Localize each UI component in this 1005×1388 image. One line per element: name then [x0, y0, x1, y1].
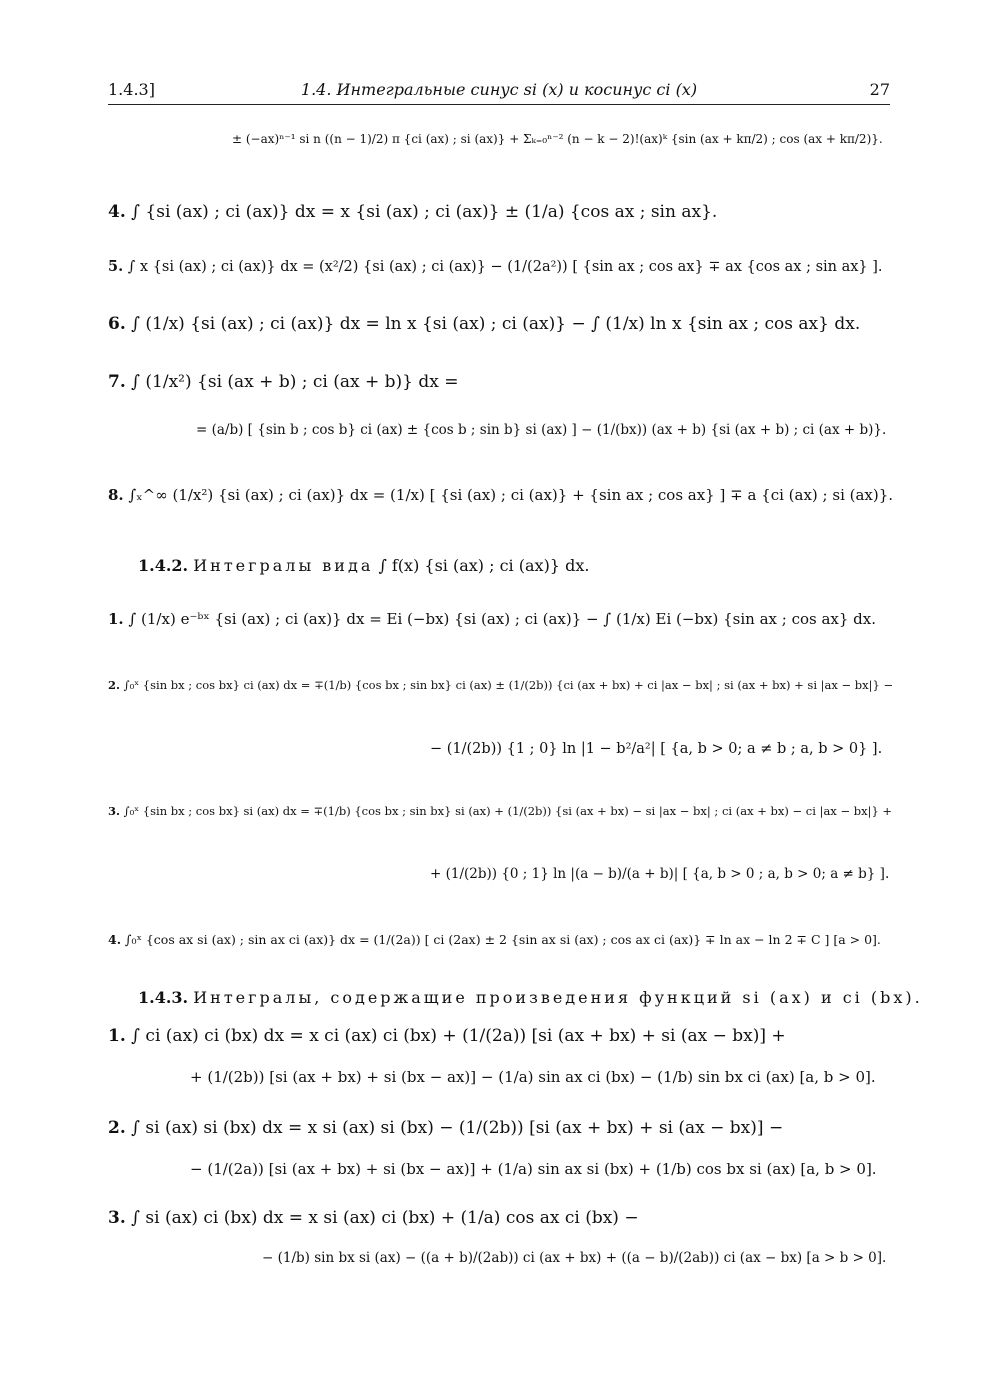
header-section: 1.4.3]	[108, 80, 155, 99]
formula-143-2: 2. ∫ si (ax) si (bx) dx = x si (ax) si (bx) − (1/(2b)) [si (ax + bx) + si (ax − bx)] −	[108, 1118, 784, 1138]
formula-142-2-cont: − (1/(2b)) {1 ; 0} ln |1 − b²/a²| [ {a, b > 0; a ≠ b ; a, b > 0} ].	[430, 741, 883, 757]
formula-7-cont: = (a/b) [ {sin b ; cos b} ci (ax) ± {cos b ; sin b} si (ax) ] − (1/(bx)) (ax + b) {si (ax + b) ; ci (ax + b)}.	[196, 422, 887, 438]
formula-142-3: 3. ∫₀ˣ {sin bx ; cos bx} si (ax) dx = ∓(1/b) {cos bx ; sin bx} si (ax) + (1/(2b)) {si (ax + bx) − si |ax − bx| ; ci (ax + bx) − ci |ax − bx|} +	[108, 804, 893, 818]
formula-143-2-cont: − (1/(2a)) [si (ax + bx) + si (bx − ax)] + (1/a) sin ax si (bx) + (1/b) cos bx si (ax) [a, b > 0].	[190, 1160, 877, 1178]
subsection-1-4-3-heading: 1.4.3. Интегралы, содержащие произведения функций si (ax) и ci (bx).	[138, 988, 923, 1007]
formula-143-1: 1. ∫ ci (ax) ci (bx) dx = x ci (ax) ci (bx) + (1/(2a)) [si (ax + bx) + si (ax − bx)] +	[108, 1026, 786, 1046]
formula-142-2: 2. ∫₀ˣ {sin bx ; cos bx} ci (ax) dx = ∓(1/b) {cos bx ; sin bx} ci (ax) ± (1/(2b)) {ci (ax + bx) + ci |ax − bx| ; si (ax + bx) + si |ax − bx|} −	[108, 678, 894, 692]
formula-143-3: 3. ∫ si (ax) ci (bx) dx = x si (ax) ci (bx) + (1/a) cos ax ci (bx) −	[108, 1208, 639, 1228]
formula-8: 8. ∫ₓ^∞ (1/x²) {si (ax) ; ci (ax)} dx = (1/x) [ {si (ax) ; ci (ax)} + {sin ax ; cos ax} ] ∓ a {ci (ax) ; si (ax)}.	[108, 486, 894, 504]
formula-143-3-cont: − (1/b) sin bx si (ax) − ((a + b)/(2ab)) ci (ax + bx) + ((a − b)/(2ab)) ci (ax − bx) [a > b > 0].	[262, 1250, 887, 1266]
page-number: 27	[869, 80, 890, 99]
formula-142-1: 1. ∫ (1/x) e⁻ᵇˣ {si (ax) ; ci (ax)} dx = Ei (−bx) {si (ax) ; ci (ax)} − ∫ (1/x) Ei (−bx) {sin ax ; cos ax} dx.	[108, 610, 877, 628]
formula-7: 7. ∫ (1/x²) {si (ax + b) ; ci (ax + b)} dx =	[108, 372, 459, 392]
formula-continuation: ± (−ax)ⁿ⁻¹ si n ((n − 1)/2) π {ci (ax) ; si (ax)} + Σₖ₌₀ⁿ⁻² (n − k − 2)!(ax)ᵏ {sin (ax + kπ/2) ; cos (ax + kπ/2)}.	[232, 132, 883, 146]
formula-143-1-cont: + (1/(2b)) [si (ax + bx) + si (bx − ax)] − (1/a) sin ax ci (bx) − (1/b) sin bx ci (ax) [a, b > 0].	[190, 1068, 876, 1086]
formula-6: 6. ∫ (1/x) {si (ax) ; ci (ax)} dx = ln x {si (ax) ; ci (ax)} − ∫ (1/x) ln x {sin ax ; cos ax} dx.	[108, 314, 861, 334]
formula-142-4: 4. ∫₀ˣ {cos ax si (ax) ; sin ax ci (ax)} dx = (1/(2a)) [ ci (2ax) ± 2 {sin ax si (ax) ; cos ax ci (ax)} ∓ ln ax − ln 2 ∓ C ] [a > 0].	[108, 932, 881, 947]
header-title: 1.4. Интегральные синус si (x) и косинус ci (x)	[300, 80, 698, 99]
running-header	[108, 78, 890, 105]
formula-4: 4. ∫ {si (ax) ; ci (ax)} dx = x {si (ax) ; ci (ax)} ± (1/a) {cos ax ; sin ax}.	[108, 202, 718, 222]
formula-5: 5. ∫ x {si (ax) ; ci (ax)} dx = (x²/2) {si (ax) ; ci (ax)} − (1/(2a²)) [ {sin ax ; cos ax} ∓ ax {cos ax ; sin ax} ].	[108, 258, 883, 275]
subsection-1-4-2-heading: 1.4.2. Интегралы вида ∫ f(x) {si (ax) ; ci (ax)} dx.	[138, 556, 590, 575]
formula-142-3-cont: + (1/(2b)) {0 ; 1} ln |(a − b)/(a + b)| [ {a, b > 0 ; a, b > 0; a ≠ b} ].	[430, 866, 890, 882]
